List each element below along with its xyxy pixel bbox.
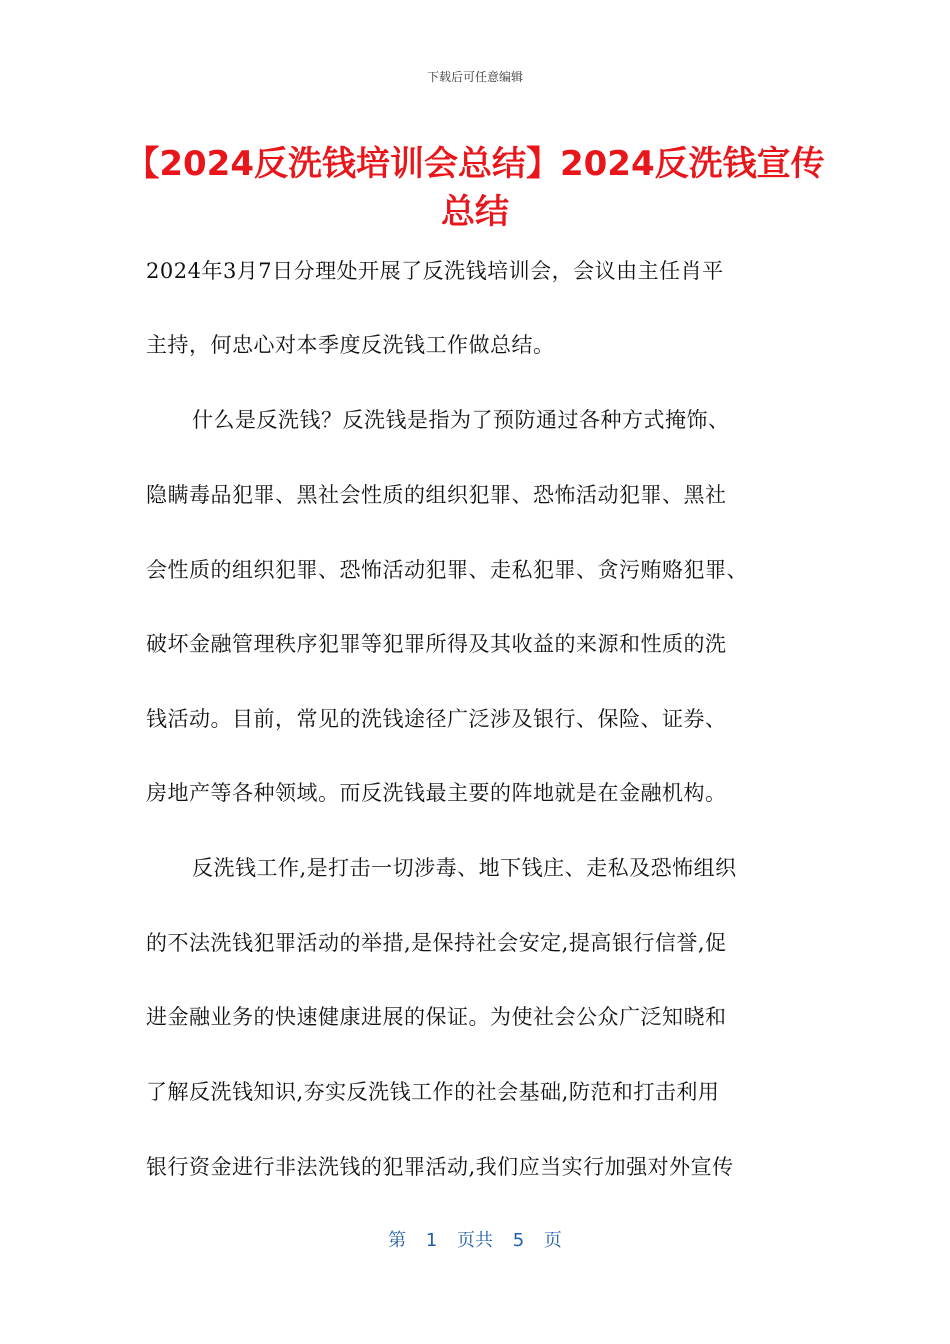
body-line: 银行资金进行非法洗钱的犯罪活动,我们应当实行加强对外宣传 — [146, 1155, 734, 1179]
body-line: 的不法洗钱犯罪活动的举措,是保持社会安定,提高银行信誉,促 — [146, 931, 727, 955]
body-line: 进金融业务的快速健康进展的保证。为使社会公众广泛知晓和 — [146, 1005, 727, 1029]
body-line: 破坏金融管理秩序犯罪等犯罪所得及其收益的来源和性质的洗 — [146, 632, 727, 656]
body-line: 了解反洗钱知识,夯实反洗钱工作的社会基础,防范和打击利用 — [146, 1080, 720, 1104]
body-line: 什么是反洗钱？反洗钱是指为了预防通过各种方式掩饰、 — [192, 408, 730, 432]
body-line: 2024年3月7日分理处开展了反洗钱培训会，会议由主任肖平 — [146, 259, 724, 283]
body-line: 隐瞒毒品犯罪、黑社会性质的组织犯罪、恐怖活动犯罪、黑社 — [146, 483, 727, 507]
page-indicator: 第 1 页共 5 页 — [388, 1230, 562, 1251]
body-line: 钱活动。目前，常见的洗钱途径广泛涉及银行、保险、证券、 — [146, 707, 727, 731]
header-note: 下载后可任意编辑 — [426, 70, 523, 84]
body-line: 主持，何忠心对本季度反洗钱工作做总结。 — [146, 333, 555, 357]
document-title: 【2024反洗钱培训会总结】2024反洗钱宣传总结 — [125, 144, 825, 232]
body-line: 反洗钱工作,是打击一切涉毒、地下钱庄、走私及恐怖组织 — [192, 856, 737, 880]
body-line: 会性质的组织犯罪、恐怖活动犯罪、走私犯罪、贪污贿赂犯罪、 — [146, 558, 748, 582]
body-line: 房地产等各种领域。而反洗钱最主要的阵地就是在金融机构。 — [146, 781, 727, 805]
